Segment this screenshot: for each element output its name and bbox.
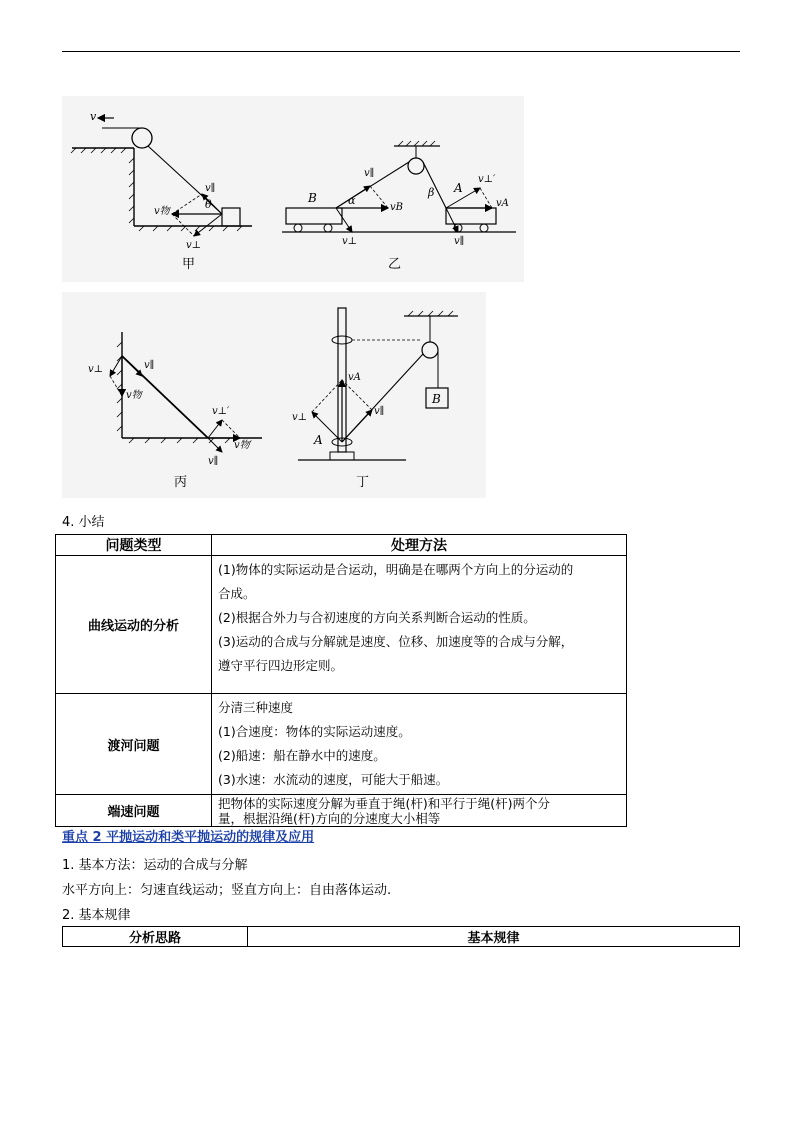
row-type: 端速问题 xyxy=(56,795,212,827)
v-par-arrow xyxy=(122,356,142,376)
pulley xyxy=(132,128,152,148)
rules-header-row xyxy=(63,927,740,947)
method-line: (2)船速：船在静水中的速度。 xyxy=(218,748,386,763)
v-perp-left-arrow xyxy=(336,208,352,232)
v-par-right-label: v∥ xyxy=(454,236,465,247)
v-par-right-arrow xyxy=(446,208,458,232)
v-obj2-label: v物′ xyxy=(234,440,252,451)
v-b-label: vB xyxy=(390,202,403,213)
v-par-left-label: v∥ xyxy=(364,168,375,179)
v-par-label: v∥ xyxy=(374,406,385,417)
alpha-label: α xyxy=(348,194,356,207)
method-line: 合成。 xyxy=(218,586,256,601)
v-perp-label: v⊥ xyxy=(88,364,104,375)
cliff-wall xyxy=(71,148,252,231)
v-par-label: v∥ xyxy=(205,183,216,194)
figure-label-bing: 丙 xyxy=(174,475,188,490)
v-perp-label: v⊥ xyxy=(186,240,202,251)
table-row xyxy=(56,556,627,694)
v-a-label: vA xyxy=(348,372,361,383)
v-perp2-arrow xyxy=(208,420,222,438)
corner-wall xyxy=(117,332,262,443)
ring-top xyxy=(332,336,352,344)
v-par-label: v∥ xyxy=(144,360,155,371)
v-obj-label: v物 xyxy=(154,206,170,217)
figure-label-yi: 乙 xyxy=(388,257,402,272)
method-line: 把物体的实际速度分解为垂直于绳(杆)和平行于绳(杆)两个分 xyxy=(218,796,551,811)
table-row xyxy=(56,694,627,795)
pulley xyxy=(422,342,438,358)
method-line: (3)运动的合成与分解就是速度、位移、加速度等的合成与分解， xyxy=(218,634,574,649)
label-a: A xyxy=(314,433,323,447)
paragraph-directions: 水平方向上：匀速直线运动；竖直方向上：自由落体运动. xyxy=(62,883,392,898)
method-line: 分清三种速度 xyxy=(218,700,294,715)
paragraph-basic-method: 1. 基本方法：运动的合成与分解 xyxy=(62,858,248,873)
method-line: (3)水速：水流动的速度，可能大于船速。 xyxy=(218,772,449,787)
figure-bing xyxy=(62,292,282,498)
figure-jia xyxy=(62,96,272,282)
method-line: (2)根据合外力与合初速度的方向关系判断合运动的性质。 xyxy=(218,610,536,625)
key-point-link[interactable]: 重点 2 平抛运动和类平抛运动的规律及应用 xyxy=(62,830,315,845)
v-perp-left-label: v⊥ xyxy=(342,236,358,247)
col-rule-header: 基本规律 xyxy=(248,927,740,947)
v-perp2-label: v⊥′ xyxy=(212,406,230,417)
label-b: B xyxy=(432,392,441,406)
label-a: A xyxy=(454,181,463,195)
summary-header-row xyxy=(56,535,627,556)
paragraph-basic-rules: 2. 基本规律 xyxy=(62,908,131,923)
v-perp-right-label: v⊥′ xyxy=(478,174,496,185)
method-line: 量，根据沿绳(杆)方向的分速度大小相等 xyxy=(218,811,441,826)
figure-label-ding: 丁 xyxy=(356,475,370,490)
col-type-header: 问题类型 xyxy=(56,535,212,556)
figure-yi xyxy=(272,96,524,282)
v-perp-label: v⊥ xyxy=(292,412,308,423)
figure-ding xyxy=(282,292,486,498)
v-par2-arrow xyxy=(208,438,222,452)
row-method xyxy=(212,556,627,694)
col-method-header: 处理方法 xyxy=(212,535,627,556)
col-analysis-header: 分析思路 xyxy=(63,927,248,947)
v-obj-label: v物 xyxy=(126,390,142,401)
table-row xyxy=(56,795,627,827)
row-method xyxy=(212,795,627,827)
v-label: v xyxy=(90,110,97,123)
method-line: (1)物体的实际运动是合运动，明确是在哪两个方向上的分运动的 xyxy=(218,562,574,577)
v-perp-arrow xyxy=(194,214,222,236)
method-line: 遵守平行四边形定则。 xyxy=(218,658,344,673)
v-a-label: vA xyxy=(496,198,509,209)
cart-b xyxy=(286,208,342,224)
summary-table xyxy=(55,534,627,827)
v-perp-arrow xyxy=(110,356,122,376)
header-rule xyxy=(62,51,740,52)
block xyxy=(222,208,240,226)
summary-heading: 4. 小结 xyxy=(62,515,105,530)
method-line: (1)合速度：物体的实际运动速度。 xyxy=(218,724,411,739)
rope-right xyxy=(423,162,446,208)
theta-label: θ xyxy=(205,198,212,211)
label-b: B xyxy=(308,191,317,205)
beta-label: β xyxy=(428,186,435,199)
figure-label-jia: 甲 xyxy=(182,257,196,272)
row-type: 渡河问题 xyxy=(56,694,212,795)
rules-table xyxy=(62,926,740,947)
v-par2-label: v∥ xyxy=(208,456,219,467)
row-method xyxy=(212,694,627,795)
cart-a xyxy=(446,208,496,224)
pulley xyxy=(408,158,424,174)
row-type: 曲线运动的分析 xyxy=(56,556,212,694)
v-perp-right-arrow xyxy=(446,188,480,208)
